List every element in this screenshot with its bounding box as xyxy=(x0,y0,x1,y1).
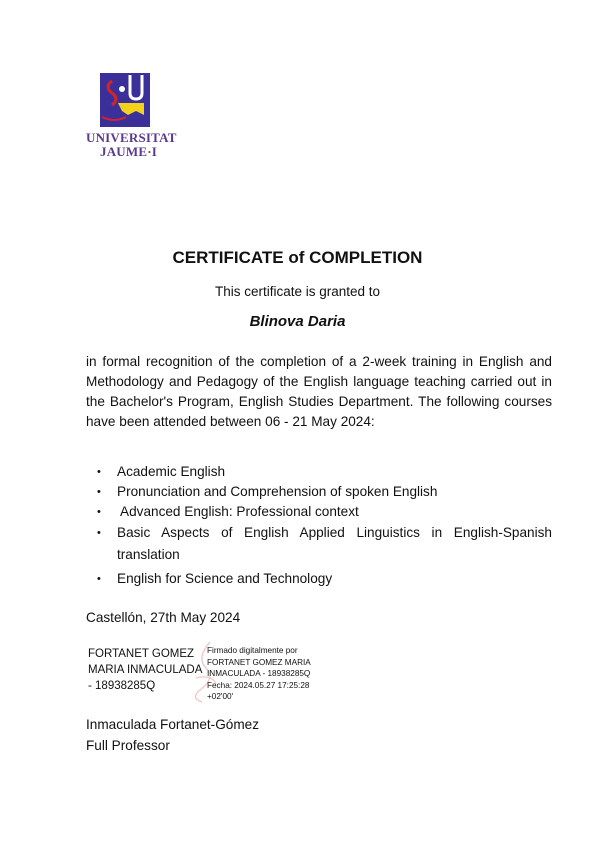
signer-title: Full Professor xyxy=(86,738,170,753)
course-item xyxy=(86,569,552,589)
signature-left-line: MARIA INMACULADA xyxy=(88,664,203,676)
certificate-title: CERTIFICATE of COMPLETION xyxy=(172,248,423,267)
signature-detail-line: INMACULADA - 18938285Q xyxy=(207,669,311,678)
course-item xyxy=(86,502,552,522)
course-label: Advanced English: Professional context xyxy=(117,504,359,519)
digital-signature-block xyxy=(86,638,326,704)
bullet-icon: • xyxy=(97,527,101,539)
certificate-subtitle: This certificate is granted to xyxy=(214,284,381,299)
recognition-paragraph: in formal recognition of the completion of a 2-week training in English and Methodology and Pedagogy of the English language teaching carried out in the Bachelor's Program, English Studies Department. The following courses have been attended between 06 - 21 May 2024: xyxy=(86,354,552,429)
signer-name: Inmaculada Fortanet-Gómez xyxy=(86,717,260,732)
bullet-icon: • xyxy=(97,486,101,498)
signature-detail-line: Firmado digitalmente por xyxy=(207,646,298,655)
course-label: Academic English xyxy=(117,464,226,479)
bullet-icon: • xyxy=(97,506,101,518)
bullet-icon: • xyxy=(97,573,101,585)
signature-signer-id xyxy=(88,646,202,694)
signature-details xyxy=(207,645,311,703)
course-list xyxy=(86,462,552,589)
place-and-date: Castellón, 27th May 2024 xyxy=(86,610,241,625)
signature-left-line: FORTANET GOMEZ xyxy=(88,648,195,660)
university-logo xyxy=(86,73,182,161)
signature-detail-line: +02'00' xyxy=(207,692,234,701)
bullet-icon: • xyxy=(97,466,101,478)
signature-left-line: - 18938285Q xyxy=(88,680,156,692)
course-item xyxy=(86,482,552,502)
university-emblem-icon xyxy=(100,73,150,127)
course-item xyxy=(86,462,552,482)
course-label: Basic Aspects of English Applied Linguistics in English-Spanish translation xyxy=(117,525,552,562)
recipient-name: Blinova Daria xyxy=(249,313,346,330)
signature-detail-line: FORTANET GOMEZ MARIA xyxy=(207,657,311,667)
signature-detail-line: Fecha: 2024.05.27 17:25:28 xyxy=(207,680,310,690)
course-label: Pronunciation and Comprehension of spoken English xyxy=(117,484,438,499)
course-item xyxy=(86,522,552,566)
university-name xyxy=(86,131,182,159)
course-label: English for Science and Technology xyxy=(117,571,333,586)
university-name-line1: UNIVERSITAT xyxy=(86,130,177,145)
university-name-line2: JAUME·I xyxy=(100,144,158,159)
